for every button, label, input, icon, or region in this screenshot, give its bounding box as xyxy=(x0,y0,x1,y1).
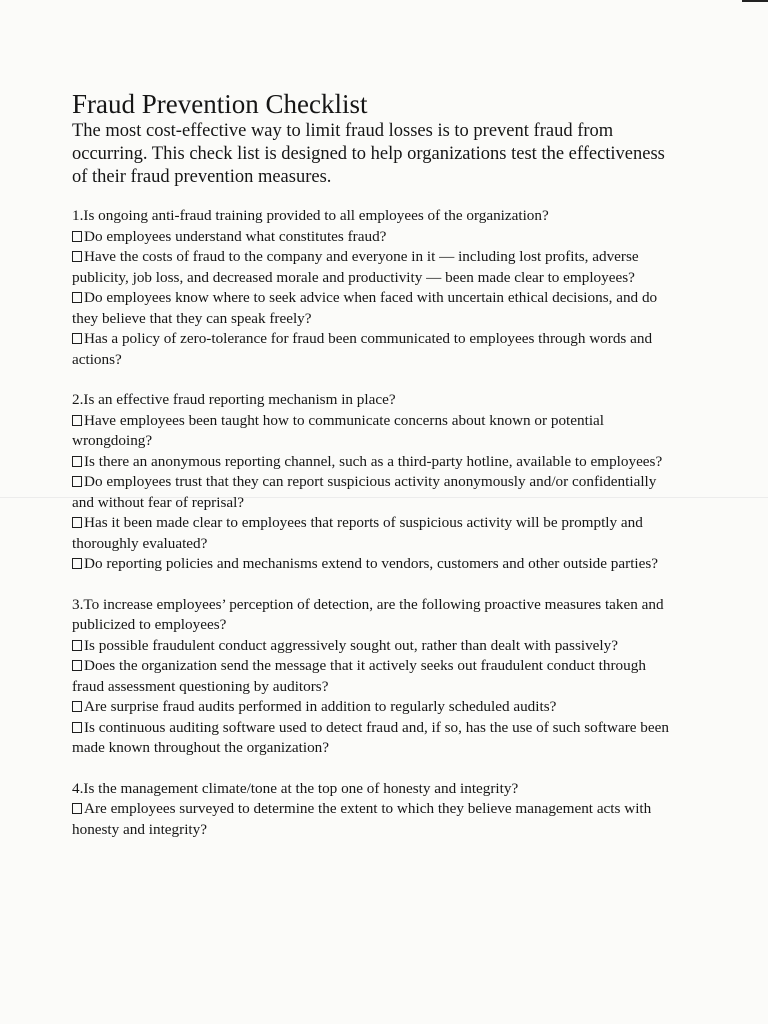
checklist-section xyxy=(72,390,672,575)
checklist-section xyxy=(72,779,672,841)
checklist-item xyxy=(72,636,672,657)
checklist-section xyxy=(72,206,672,370)
checklist-item-text: Is possible fraudulent conduct aggressively sought out, rather than dealt with passively? xyxy=(84,636,618,654)
checkbox-icon[interactable] xyxy=(72,722,82,733)
checklist-item-text: Is there an anonymous reporting channel, such as a third-party hotline, available to employees? xyxy=(84,452,663,470)
checklist-item xyxy=(72,718,672,759)
checklist-item-text: Do reporting policies and mechanisms extend to vendors, customers and other outside parties? xyxy=(84,555,659,572)
checklist-item xyxy=(72,472,672,513)
checkbox-icon[interactable] xyxy=(72,231,82,242)
checklist-item-text: Have the costs of fraud to the company and everyone in it — including lost profits, adverse publicity, job loss, and decreased morale and productivity — been made clear to employees? xyxy=(72,248,639,286)
checkbox-icon[interactable] xyxy=(72,660,82,671)
checklist-item-text: Has a policy of zero-tolerance for fraud been communicated to employees through words and actions? xyxy=(72,330,653,368)
checkbox-icon[interactable] xyxy=(72,251,82,262)
checklist-item xyxy=(72,452,672,473)
scan-corner-mark xyxy=(742,0,768,2)
checkbox-icon[interactable] xyxy=(72,456,82,467)
checkbox-icon[interactable] xyxy=(72,476,82,487)
checklist-item xyxy=(72,411,672,452)
checkbox-icon[interactable] xyxy=(72,701,82,712)
checklist-item-text: Are surprise fraud audits performed in addition to regularly scheduled audits? xyxy=(84,698,557,715)
checklist-item-text: Does the organization send the message that it actively seeks out fraudulent conduct through fraud assessment questioning by auditors? xyxy=(72,657,646,695)
section-question: 2.Is an effective fraud reporting mechanism in place? xyxy=(72,391,396,408)
checklist-item xyxy=(72,697,672,718)
section-question: 3.To increase employees’ perception of detection, are the following proactive measures taken and publicized to employees? xyxy=(72,595,664,633)
intro-paragraph: The most cost-effective way to limit fraud losses is to prevent fraud from occurring. This check list is designed to help organizations test the effectiveness of their fraud prevention measures. xyxy=(72,121,665,187)
checklist-item xyxy=(72,329,672,370)
checklist-document xyxy=(72,88,672,860)
checkbox-icon[interactable] xyxy=(72,640,82,651)
section-question: 4.Is the management climate/tone at the top one of honesty and integrity? xyxy=(72,779,519,797)
checklist-item xyxy=(72,554,672,575)
document-title: Fraud Prevention Checklist xyxy=(72,89,368,119)
checklist-item-text: Has it been made clear to employees that reports of suspicious activity will be promptly and thoroughly evaluated? xyxy=(72,514,643,552)
checklist-sections xyxy=(72,206,672,840)
checkbox-icon[interactable] xyxy=(72,803,82,814)
checklist-section xyxy=(72,595,672,759)
checklist-item-text: Do employees know where to seek advice when faced with uncertain ethical decisions, and do they believe that they can speak freely? xyxy=(72,289,658,327)
checklist-item xyxy=(72,288,672,329)
checkbox-icon[interactable] xyxy=(72,558,82,569)
checklist-item xyxy=(72,247,672,288)
section-question: 1.Is ongoing anti-fraud training provided to all employees of the organization? xyxy=(72,207,549,224)
checklist-item-text: Are employees surveyed to determine the extent to which they believe management acts with honesty and integrity? xyxy=(72,800,652,838)
checkbox-icon[interactable] xyxy=(72,517,82,528)
checklist-item-text: Is continuous auditing software used to detect fraud and, if so, has the use of such software been made known throughout the organization? xyxy=(72,718,669,756)
checklist-item xyxy=(72,799,672,840)
checklist-item-text: Have employees been taught how to communicate concerns about known or potential wrongdoing? xyxy=(72,411,605,449)
checkbox-icon[interactable] xyxy=(72,415,82,426)
checklist-item-text: Do employees trust that they can report suspicious activity anonymously and/or confidentially and without fear of reprisal? xyxy=(72,473,657,511)
checkbox-icon[interactable] xyxy=(72,333,82,344)
checklist-item xyxy=(72,227,672,248)
checklist-item xyxy=(72,656,672,697)
checklist-item-text: Do employees understand what constitutes fraud? xyxy=(84,227,387,245)
checkbox-icon[interactable] xyxy=(72,292,82,303)
checklist-item xyxy=(72,513,672,554)
